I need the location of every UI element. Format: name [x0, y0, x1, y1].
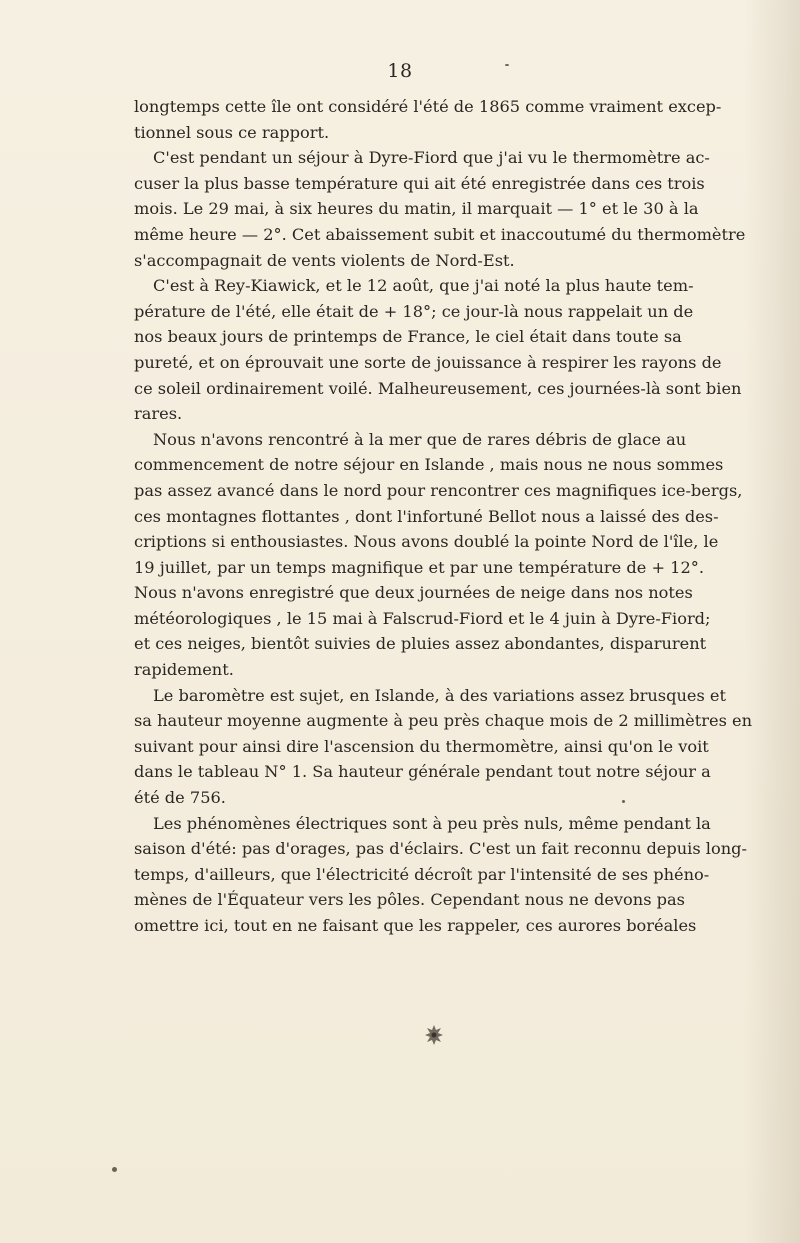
text-line: mois. Le 29 mai, à six heures du matin, il marquait — 1° et le 30 à la — [134, 199, 699, 219]
text-line: omettre ici, tout en ne faisant que les rappeler, ces aurores boréales — [134, 916, 697, 935]
text-line: saison d'été: pas d'orages, pas d'éclairs. C'est un fait reconnu depuis long- — [134, 839, 747, 859]
text-line: mènes de l'Équateur vers les pôles. Cependant nous ne devons pas — [134, 890, 685, 910]
body-text — [134, 94, 753, 939]
text-line: dans le tableau N° 1. Sa hauteur générale pendant tout notre séjour a — [134, 762, 711, 782]
text-line: commencement de notre séjour en Islande , mais nous ne nous sommes — [134, 455, 724, 475]
paragraph-start-line: C'est pendant un séjour à Dyre-Fiord que j'ai vu le thermomètre ac- — [153, 148, 710, 168]
text-line: ces montagnes flottantes , dont l'infortuné Bellot nous a laissé des des- — [134, 506, 719, 526]
text-line: 19 juillet, par un temps magnifique et par une température de + 12°. — [134, 557, 705, 577]
text-line: été de 756. — [134, 788, 226, 808]
text-line: pureté, et on éprouvait une sorte de jouissance à respirer les rayons de — [134, 352, 722, 372]
text-line: ce soleil ordinairement voilé. Malheureusement, ces journées-là sont bien — [134, 378, 742, 398]
text-line: même heure — 2°. Cet abaissement subit et inaccoutumé du thermomètre — [134, 224, 746, 244]
text-line: longtemps cette île ont considéré l'été de 1865 comme vraiment excep- — [134, 97, 722, 116]
text-line: Nous n'avons enregistré que deux journées de neige dans nos notes — [134, 583, 693, 603]
text-line: temps, d'ailleurs, que l'électricité décroît par l'intensité de ses phéno- — [134, 864, 710, 884]
paper-speck — [505, 64, 509, 66]
page-number: 18 — [387, 60, 413, 82]
printer-ornament-icon — [424, 1024, 444, 1046]
text-line: et ces neiges, bientôt suivies de pluies assez abondantes, disparurent — [134, 634, 707, 654]
text-line: cuser la plus basse température qui ait été enregistrée dans ces trois — [134, 173, 705, 193]
paragraph-start-line: Les phénomènes électriques sont à peu près nuls, même pendant la — [153, 813, 711, 833]
text-line: météorologiques , le 15 mai à Falscrud-Fiord et le 4 juin à Dyre-Fiord; — [134, 608, 711, 628]
text-line: suivant pour ainsi dire l'ascension du thermomètre, ainsi qu'on le voit — [134, 736, 709, 756]
text-line: rares. — [134, 404, 183, 424]
text-line: s'accompagnait de vents violents de Nord-Est. — [134, 250, 515, 270]
text-line: nos beaux jours de printemps de France, le ciel était dans toute sa — [134, 327, 682, 347]
text-line: criptions si enthousiastes. Nous avons doublé la pointe Nord de l'île, le — [134, 532, 719, 552]
paragraph-start-line: Le baromètre est sujet, en Islande, à des variations assez brusques et — [153, 685, 726, 705]
text-line: pérature de l'été, elle était de + 18°; ce jour-là nous rappelait un de — [134, 301, 694, 321]
text-line: pas assez avancé dans le nord pour rencontrer ces magnifiques ice-bergs, — [134, 480, 743, 500]
paragraph-start-line: C'est à Rey-Kiawick, et le 12 août, que j'ai noté la plus haute tem- — [153, 276, 694, 296]
text-line: sa hauteur moyenne augmente à peu près chaque mois de 2 millimètres en — [134, 711, 753, 731]
paper-speck — [112, 1167, 117, 1172]
paragraph-start-line: Nous n'avons rencontré à la mer que de rares débris de glace au — [153, 429, 687, 449]
text-line: tionnel sous ce rapport. — [134, 122, 330, 142]
paper-speck — [622, 800, 625, 803]
text-line: rapidement. — [134, 660, 234, 680]
